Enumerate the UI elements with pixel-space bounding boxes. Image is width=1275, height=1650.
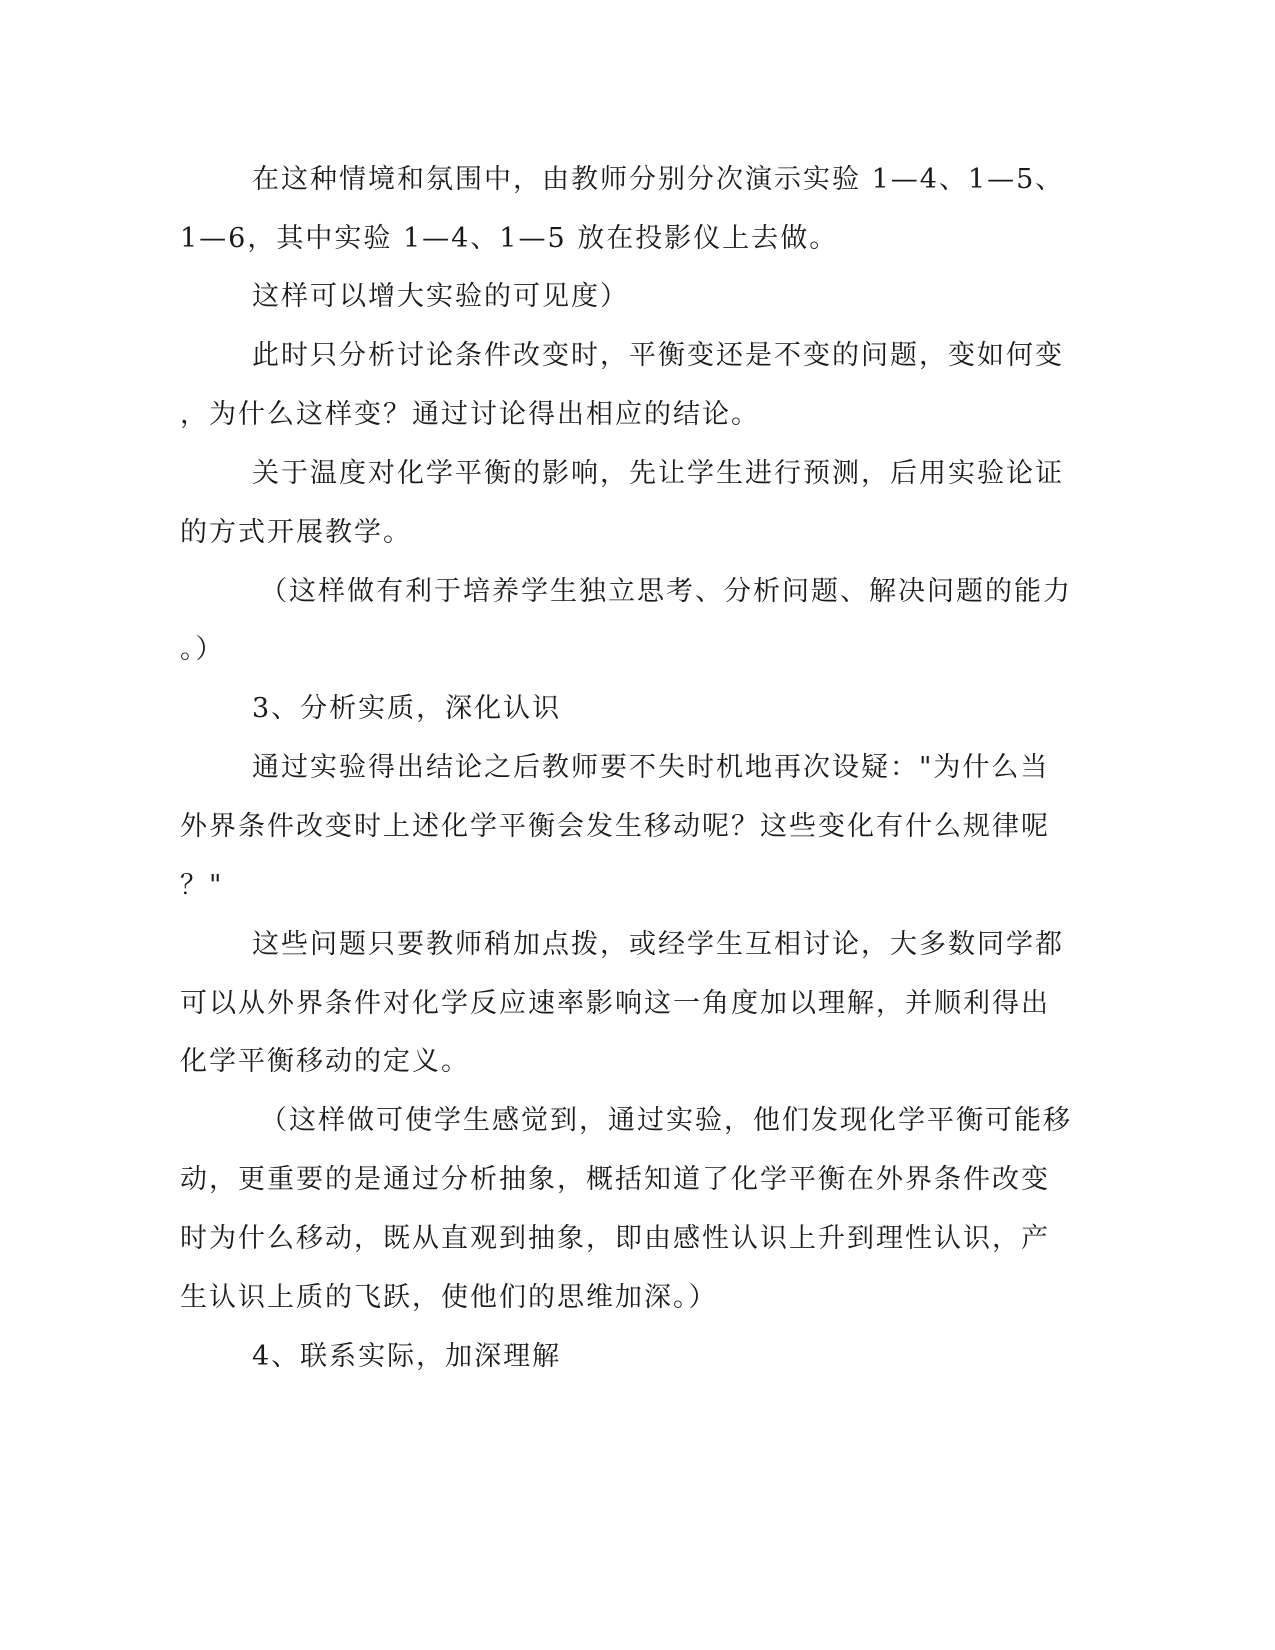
paragraph-guidance-line-3: 化学平衡移动的定义。 (180, 1046, 470, 1077)
paragraph-demo-experiments-line-2: 1—6，其中实验 1—4、1—5 放在投影仪上去做。 (180, 223, 839, 254)
paragraph-thinking-note-line-1: （这样做可使学生感觉到，通过实验，他们发现化学平衡可能移 (260, 1105, 1072, 1136)
paragraph-ability-note-line-2: 。） (180, 634, 225, 665)
paragraph-thinking-note-line-2: 动，更重要的是通过分析抽象，概括知道了化学平衡在外界条件改变 (180, 1164, 1050, 1195)
section-heading-3: 3、分析实质，深化认识 (252, 693, 562, 724)
paragraph-analysis-line-1: 此时只分析讨论条件改变时，平衡变还是不变的问题，变如何变 (252, 340, 1064, 371)
paragraph-visibility-note: 这样可以增大实验的可见度） (252, 281, 629, 312)
paragraph-temperature-line-2: 的方式开展教学。 (180, 517, 412, 548)
paragraph-question-line-3: ？" (180, 870, 224, 901)
paragraph-thinking-note-line-3: 时为什么移动，既从直观到抽象，即由感性认识上升到理性认识，产 (180, 1223, 1050, 1254)
paragraph-question-line-2: 外界条件改变时上述化学平衡会发生移动呢？这些变化有什么规律呢 (180, 811, 1050, 842)
paragraph-guidance-line-1: 这些问题只要教师稍加点拨，或经学生互相讨论，大多数同学都 (252, 929, 1064, 960)
paragraph-thinking-note-line-4: 生认识上质的飞跃，使他们的思维加深。） (180, 1282, 718, 1313)
section-heading-4: 4、联系实际，加深理解 (252, 1341, 562, 1372)
paragraph-ability-note-line-1: （这样做有利于培养学生独立思考、分析问题、解决问题的能力 (260, 576, 1072, 607)
paragraph-analysis-line-2: ，为什么这样变？通过讨论得出相应的结论。 (180, 399, 760, 430)
paragraph-question-line-1: 通过实验得出结论之后教师要不失时机地再次设疑："为什么当 (252, 752, 1050, 783)
paragraph-guidance-line-2: 可以从外界条件对化学反应速率影响这一角度加以理解，并顺利得出 (180, 988, 1050, 1019)
paragraph-temperature-line-1: 关于温度对化学平衡的影响，先让学生进行预测，后用实验论证 (252, 458, 1064, 489)
paragraph-demo-experiments-line-1: 在这种情境和氛围中，由教师分别分次演示实验 1—4、1—5、 (252, 164, 1065, 195)
